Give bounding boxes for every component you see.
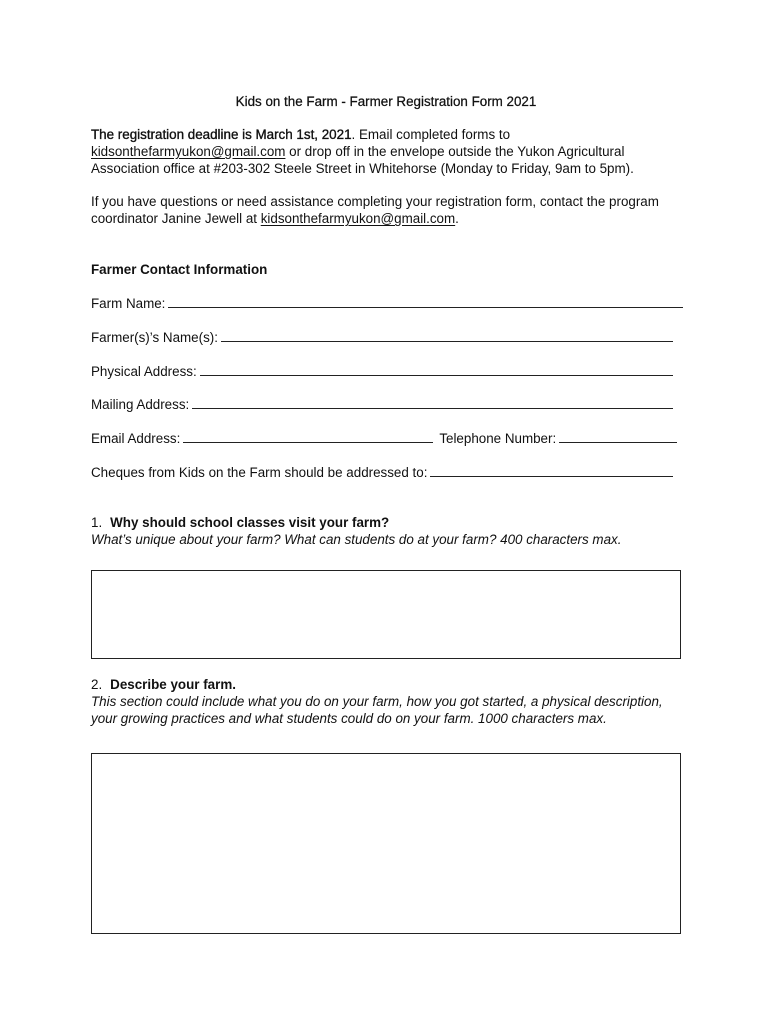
cheques-field (91, 465, 673, 480)
intro-paragraph (91, 126, 681, 177)
farm-name-input[interactable] (168, 296, 683, 308)
question-2-answer-box[interactable] (91, 753, 681, 934)
email-address-input[interactable] (183, 431, 433, 443)
question-2-instructions: This section could include what you do on your farm, how you got started, a physical description, your growing practices and what students could do on your farm. 1000 characters max. (91, 694, 663, 726)
farmer-names-label: Farmer(s)’s Name(s): (91, 330, 218, 345)
question-2-number: 2. (91, 677, 103, 692)
question-1-answer-box[interactable] (91, 570, 681, 659)
question-2-title: Describe your farm. (110, 677, 236, 692)
cheques-label: Cheques from Kids on the Farm should be addressed to: (91, 465, 428, 480)
form-title: Kids on the Farm - Farmer Registration Form 2021 (235, 94, 537, 109)
farm-name-field (91, 296, 683, 311)
email-telephone-field (91, 431, 677, 446)
question-1-heading (91, 515, 389, 530)
mailing-address-field (91, 397, 673, 412)
question-1-title: Why should school classes visit your farm? (110, 515, 390, 530)
question-2-heading (91, 677, 236, 692)
physical-address-input[interactable] (200, 364, 673, 376)
questions-end-text: . (455, 211, 459, 226)
farm-name-label: Farm Name: (91, 296, 166, 311)
telephone-input[interactable] (559, 431, 677, 443)
questions-paragraph (91, 193, 681, 227)
farmer-names-field (91, 330, 673, 345)
coordinator-email-link[interactable]: kidsonthefarmyukon@gmail.com (260, 211, 456, 226)
email-address-label: Email Address: (91, 431, 181, 446)
deadline-text: The registration deadline is March 1st, 2021 (91, 127, 352, 142)
physical-address-field (91, 364, 673, 379)
question-1-instructions: What’s unique about your farm? What can students do at your farm? 400 characters max. (91, 532, 622, 547)
physical-address-label: Physical Address: (91, 364, 197, 379)
intro-rest-text: or drop off in the envelope outside the Yukon Agricultural Association office at #203-302 Steele Street in Whitehorse (Monday to Friday, 9am to 5pm). (91, 144, 634, 176)
contact-section-heading: Farmer Contact Information (91, 262, 268, 277)
question-1-number: 1. (91, 515, 103, 530)
cheques-input[interactable] (430, 465, 673, 477)
farmer-names-input[interactable] (221, 330, 673, 342)
questions-text: If you have questions or need assistance completing your registration form, contact the program coordinator Janine Jewell at (91, 194, 659, 226)
mailing-address-label: Mailing Address: (91, 397, 190, 412)
mailing-address-input[interactable] (192, 397, 673, 409)
intro-text: . Email completed forms to (351, 127, 511, 142)
email-link[interactable]: kidsonthefarmyukon@gmail.com (91, 144, 286, 159)
telephone-label: Telephone Number: (439, 431, 557, 446)
